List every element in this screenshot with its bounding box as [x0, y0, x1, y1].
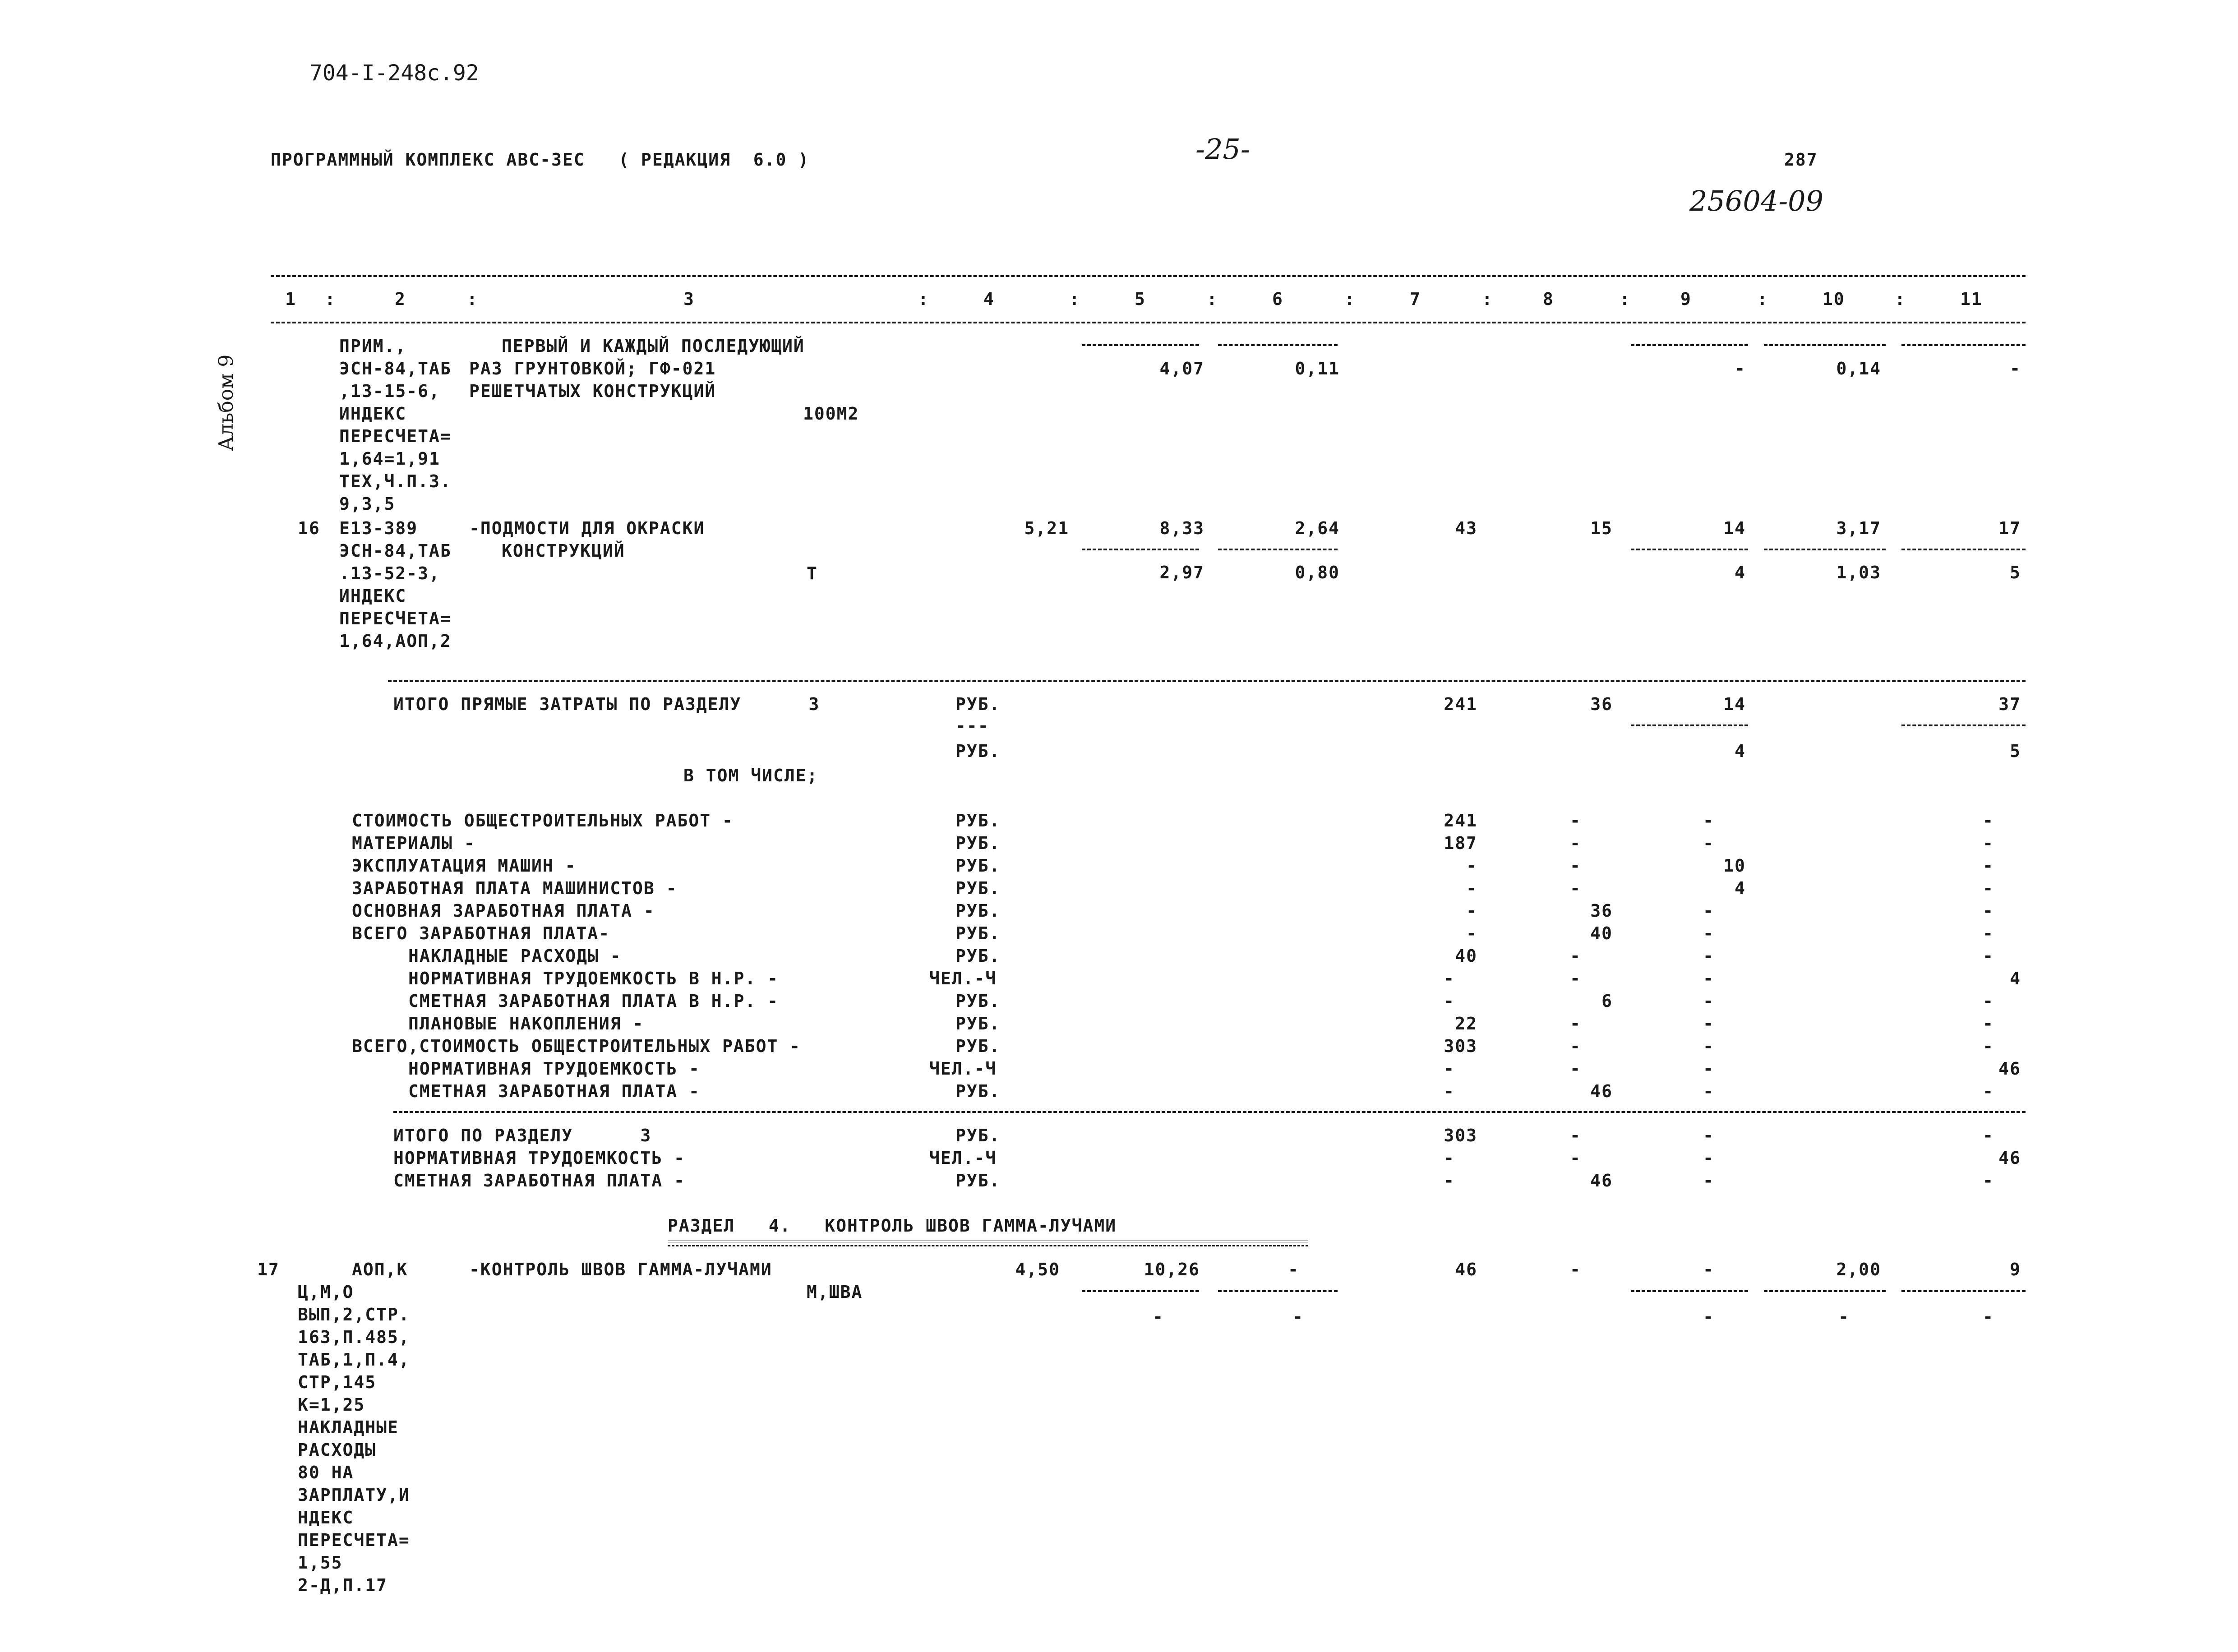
col-10: 10	[1823, 289, 1845, 309]
cell-c8: 36	[1590, 694, 1613, 714]
breakdown-label: ЗАРАБОТНАЯ ПЛАТА МАШИНИСТОВ -	[352, 878, 678, 898]
row-description: КОНСТРУКЦИЙ	[502, 541, 625, 561]
col-9: 9	[1680, 289, 1692, 309]
breakdown-label: ВСЕГО ЗАРАБОТНАЯ ПЛАТА-	[352, 923, 610, 943]
registry-number: 25604-09	[1689, 185, 1824, 217]
cell-c9-bottom: 4	[1735, 741, 1746, 761]
breakdown-unit: РУБ.	[955, 878, 1001, 898]
breakdown-unit: РУБ.	[955, 811, 1001, 831]
cell-c7: -	[1444, 991, 1455, 1011]
program-title: ПРОГРАММНЫЙ КОМПЛЕКС АВС-ЗЕС ( РЕДАКЦИЯ 6.0 )	[271, 150, 810, 170]
col-5: 5	[1135, 289, 1146, 309]
cell-c9: -	[1703, 1260, 1714, 1279]
cell-c11: 9	[2010, 1260, 2021, 1279]
row-number: 17	[257, 1260, 280, 1279]
cell-c8: -	[1570, 1260, 1581, 1279]
cell-c10-bottom: 0,14	[1836, 359, 1881, 378]
row-code: РАСХОДЫ	[298, 1440, 377, 1460]
col-sep: :	[1757, 289, 1768, 309]
cell-c7: -	[1466, 901, 1477, 921]
cell-c8: -	[1570, 1059, 1581, 1079]
col-4: 4	[983, 289, 995, 309]
cell-c8: 46	[1590, 1171, 1613, 1191]
cell-c7: -	[1466, 856, 1477, 876]
cell-c7: 40	[1455, 946, 1477, 966]
cell-c7: 22	[1455, 1014, 1477, 1034]
breakdown-label: НОРМАТИВНАЯ ТРУДОЕМКОСТЬ -	[408, 1059, 700, 1079]
col-sep: :	[1482, 289, 1493, 309]
cell-c9: -	[1703, 991, 1714, 1011]
cell-c8: 6	[1601, 991, 1613, 1011]
cell-c11: -	[1983, 1014, 1994, 1034]
cell-c7: -	[1444, 969, 1455, 988]
cell-c7: 241	[1444, 811, 1477, 831]
breakdown-label: ПЛАНОВЫЕ НАКОПЛЕНИЯ -	[408, 1014, 644, 1034]
sheet-number: 287	[1784, 150, 1818, 170]
row-code: .13-52-3,	[339, 563, 440, 583]
cell-c9: -	[1703, 1171, 1714, 1191]
cell-c9: -	[1703, 1014, 1714, 1034]
cell-c7: -	[1444, 1081, 1455, 1101]
col-sep: :	[1069, 289, 1080, 309]
row-unit: Т	[807, 563, 818, 583]
col-7: 7	[1410, 289, 1421, 309]
row-code: ЭСН-84,ТАБ	[339, 359, 452, 378]
col-sep: :	[1344, 289, 1356, 309]
row-number: 16	[298, 518, 320, 538]
cell-c7: 303	[1444, 1126, 1477, 1145]
section-total-label: НОРМАТИВНАЯ ТРУДОЕМКОСТЬ -	[393, 1148, 685, 1168]
row-code: ИНДЕКС	[339, 586, 407, 606]
row-code: ЗАРПЛАТУ,И	[298, 1485, 410, 1505]
cell-c11-bottom: 5	[2010, 563, 2021, 582]
cell-c8: -	[1570, 946, 1581, 966]
cell-c5: 10,26	[1144, 1260, 1200, 1279]
cell-c11: 17	[1998, 518, 2021, 538]
cell-c6-bottom: 0,11	[1295, 359, 1340, 378]
cell-c11: -	[1983, 833, 1994, 853]
breakdown-unit: РУБ.	[955, 1014, 1001, 1034]
row-description: РАЗ ГРУНТОВКОЙ; ГФ-021	[469, 359, 716, 378]
row-code: К=1,25	[298, 1395, 365, 1415]
cell-c9-bottom: 4	[1735, 563, 1746, 582]
cell-c7: 241	[1444, 694, 1477, 714]
total-label: ИТОГО ПРЯМЫЕ ЗАТРАТЫ ПО РАЗДЕЛУ 3	[393, 694, 820, 714]
row-code: ИНДЕКС	[339, 404, 407, 424]
cell-c8: -	[1570, 811, 1581, 831]
cell-c6: -	[1288, 1260, 1299, 1279]
cell-c7: -	[1466, 878, 1477, 898]
row-code: НДЕКС	[298, 1508, 354, 1527]
cell-c7: 46	[1455, 1260, 1477, 1279]
breakdown-label: НАКЛАДНЫЕ РАСХОДЫ -	[408, 946, 622, 966]
cell-c8: -	[1570, 1148, 1581, 1168]
cell-c4: 5,21	[1024, 518, 1069, 538]
row-code: 1,64,АОП,2	[339, 631, 452, 651]
row-description: РЕШЕТЧАТЫХ КОНСТРУКЦИЙ	[469, 381, 716, 401]
total-unit-dash: ---	[955, 716, 989, 736]
breakdown-unit: РУБ.	[955, 991, 1001, 1011]
section-total-label: СМЕТНАЯ ЗАРАБОТНАЯ ПЛАТА -	[393, 1171, 685, 1191]
breakdown-label: СТОИМОСТЬ ОБЩЕСТРОИТЕЛЬНЫХ РАБОТ -	[352, 811, 734, 831]
cell-c7: -	[1444, 1171, 1455, 1191]
cell-c9: -	[1703, 1126, 1714, 1145]
row-code: 9,3,5	[339, 494, 396, 514]
row-code: ,13-15-6,	[339, 381, 440, 401]
cell-c8: -	[1570, 833, 1581, 853]
col-1: 1	[285, 289, 296, 309]
cell-c10-bottom: -	[1838, 1307, 1850, 1327]
breakdown-label: НОРМАТИВНАЯ ТРУДОЕМКОСТЬ В Н.Р. -	[408, 969, 779, 988]
row-code: ВЫП,2,СТР.	[298, 1305, 410, 1324]
row-code: Е13-389	[339, 518, 418, 538]
row-code: Ц,М,О	[298, 1282, 354, 1302]
row-code: ПРИМ.,	[339, 336, 407, 356]
cell-c9-bottom: -	[1735, 359, 1746, 378]
cell-c9-bottom: -	[1703, 1307, 1714, 1327]
cell-c9: -	[1703, 811, 1714, 831]
document-code: 704-I-248с.92	[309, 60, 479, 86]
cell-c11: -	[1983, 856, 1994, 876]
cell-c11: 4	[2010, 969, 2021, 988]
section-4-underline	[668, 1241, 1308, 1246]
breakdown-label: СМЕТНАЯ ЗАРАБОТНАЯ ПЛАТА -	[408, 1081, 700, 1101]
cell-c6-bottom: 0,80	[1295, 563, 1340, 582]
cell-c8: -	[1570, 1036, 1581, 1056]
breakdown-unit: РУБ.	[955, 856, 1001, 876]
breakdown-unit: ЧЕЛ.-Ч	[929, 1059, 997, 1079]
cell-c10: 2,00	[1836, 1260, 1881, 1279]
cell-c8: -	[1570, 856, 1581, 876]
cell-c7: -	[1466, 923, 1477, 943]
cell-c11-bottom: 5	[2010, 741, 2021, 761]
breakdown-label: СМЕТНАЯ ЗАРАБОТНАЯ ПЛАТА В Н.Р. -	[408, 991, 779, 1011]
cell-c7: 187	[1444, 833, 1477, 853]
row-code: 163,П.485,	[298, 1327, 410, 1347]
row-code: ТАБ,1,П.4,	[298, 1350, 410, 1370]
row-code: 80 НА	[298, 1463, 354, 1482]
cell-c7: 43	[1455, 518, 1477, 538]
cell-c9: -	[1703, 1148, 1714, 1168]
cell-c9: 10	[1723, 856, 1746, 876]
col-sep: :	[325, 289, 336, 309]
cell-c8: 46	[1590, 1081, 1613, 1101]
col-sep: :	[1895, 289, 1906, 309]
cell-c5-bottom: 2,97	[1159, 563, 1204, 582]
cell-c10-bottom: 1,03	[1836, 563, 1881, 582]
cell-c6: 2,64	[1295, 518, 1340, 538]
cell-c7: -	[1444, 1148, 1455, 1168]
cell-c9: 14	[1723, 518, 1746, 538]
col-3: 3	[683, 289, 695, 309]
cell-c11: 46	[1998, 1059, 2021, 1079]
section-total-unit: ЧЕЛ.-Ч	[929, 1148, 997, 1168]
cell-c11: -	[1983, 811, 1994, 831]
row-description: -ПОДМОСТИ ДЛЯ ОКРАСКИ	[469, 518, 705, 538]
col-sep: :	[1207, 289, 1218, 309]
breakdown-unit: РУБ.	[955, 1036, 1001, 1056]
cell-c9: -	[1703, 901, 1714, 921]
row-code: ТЕХ,Ч.П.3.	[339, 471, 452, 491]
breakdown-label: ЭКСПЛУАТАЦИЯ МАШИН -	[352, 856, 577, 876]
section-total-unit: РУБ.	[955, 1126, 1001, 1145]
cell-c11: 37	[1998, 694, 2021, 714]
cell-c9: -	[1703, 923, 1714, 943]
cell-c9: -	[1703, 1059, 1714, 1079]
row-unit: 100М2	[803, 404, 859, 424]
breakdown-unit: РУБ.	[955, 1081, 1001, 1101]
cell-c5: 8,33	[1159, 518, 1204, 538]
row-code: АОП,К	[352, 1260, 408, 1279]
breakdown-label: ОСНОВНАЯ ЗАРАБОТНАЯ ПЛАТА -	[352, 901, 655, 921]
col-6: 6	[1272, 289, 1283, 309]
breakdown-unit: РУБ.	[955, 833, 1001, 853]
album-label: Альбом 9	[215, 354, 238, 451]
row-code: ПЕРЕСЧЕТА=	[339, 426, 452, 446]
cell-c11: -	[1983, 1036, 1994, 1056]
cell-c8: -	[1570, 969, 1581, 988]
cell-c8: -	[1570, 1126, 1581, 1145]
col-sep: :	[1620, 289, 1631, 309]
breakdown-label: ВСЕГО,СТОИМОСТЬ ОБЩЕСТРОИТЕЛЬНЫХ РАБОТ -	[352, 1036, 801, 1056]
cell-c6-bottom: -	[1292, 1307, 1304, 1327]
section-total-unit: РУБ.	[955, 1171, 1001, 1191]
breakdown-unit: РУБ.	[955, 946, 1001, 966]
col-8: 8	[1543, 289, 1554, 309]
row-code: 1,55	[298, 1553, 343, 1573]
breakdown-unit: РУБ.	[955, 901, 1001, 921]
cell-c11: -	[1983, 946, 1994, 966]
col-sep: :	[467, 289, 478, 309]
row-code: НАКЛАДНЫЕ	[298, 1417, 399, 1437]
cell-c7: -	[1444, 1059, 1455, 1079]
col-sep: :	[918, 289, 929, 309]
cell-c5-bottom: 4,07	[1159, 359, 1204, 378]
cell-c11: -	[1983, 1081, 1994, 1101]
cell-c11: -	[1983, 901, 1994, 921]
cell-c5-bottom: -	[1153, 1307, 1164, 1327]
cell-c9: -	[1703, 969, 1714, 988]
total-unit: РУБ.	[955, 694, 1001, 714]
section-total-rule	[393, 1111, 2026, 1113]
cell-c8: -	[1570, 1014, 1581, 1034]
totals-rule	[388, 680, 2026, 682]
row-code: СТР,145	[298, 1372, 377, 1392]
row-description: -КОНТРОЛЬ ШВОВ ГАММА-ЛУЧАМИ	[469, 1260, 772, 1279]
page-mark: -25-	[1195, 133, 1250, 166]
breakdown-label: МАТЕРИАЛЫ -	[352, 833, 475, 853]
cell-c7: 303	[1444, 1036, 1477, 1056]
row-code: ПЕРЕСЧЕТА=	[339, 609, 452, 628]
cell-c9: -	[1703, 833, 1714, 853]
cell-c11-bottom: -	[1983, 1307, 1994, 1327]
cell-c11: -	[1983, 991, 1994, 1011]
row-code: ПЕРЕСЧЕТА=	[298, 1530, 410, 1550]
breakdown-unit: РУБ.	[955, 923, 1001, 943]
row-code: ЭСН-84,ТАБ	[339, 541, 452, 561]
cell-c11: 46	[1998, 1148, 2021, 1168]
cell-c9: 4	[1735, 878, 1746, 898]
cell-c11: -	[1983, 1171, 1994, 1191]
breakdown-unit: ЧЕЛ.-Ч	[929, 969, 997, 988]
cell-c8: -	[1570, 878, 1581, 898]
cell-c11: -	[1983, 1126, 1994, 1145]
row-unit: М,ШВА	[807, 1282, 863, 1302]
cell-c8: 36	[1590, 901, 1613, 921]
row-code: 1,64=1,91	[339, 449, 440, 469]
section-total-label: ИТОГО ПО РАЗДЕЛУ 3	[393, 1126, 652, 1145]
cell-c9: -	[1703, 946, 1714, 966]
row-code: 2-Д,П.17	[298, 1575, 388, 1595]
cell-c11-bottom: -	[2010, 359, 2021, 378]
cell-c9: -	[1703, 1081, 1714, 1101]
cell-c11: -	[1983, 923, 1994, 943]
row-description: ПЕРВЫЙ И КАЖДЫЙ ПОСЛЕДУЮЩИЙ	[502, 336, 805, 356]
cell-c10: 3,17	[1836, 518, 1881, 538]
total-unit-second: РУБ.	[955, 741, 1001, 761]
cell-c9: -	[1703, 1036, 1714, 1056]
header-rule-bottom	[271, 322, 2026, 323]
cell-c8: 15	[1590, 518, 1613, 538]
section-4-title: РАЗДЕЛ 4. КОНТРОЛЬ ШВОВ ГАММА-ЛУЧАМИ	[668, 1216, 1117, 1236]
cell-c8: 40	[1590, 923, 1613, 943]
cell-c11: -	[1983, 878, 1994, 898]
col-2: 2	[395, 289, 406, 309]
header-rule-top	[271, 275, 2026, 277]
col-11: 11	[1960, 289, 1983, 309]
including-label: В ТОМ ЧИСЛЕ;	[683, 766, 818, 785]
cell-c9: 14	[1723, 694, 1746, 714]
cell-c4: 4,50	[1015, 1260, 1060, 1279]
